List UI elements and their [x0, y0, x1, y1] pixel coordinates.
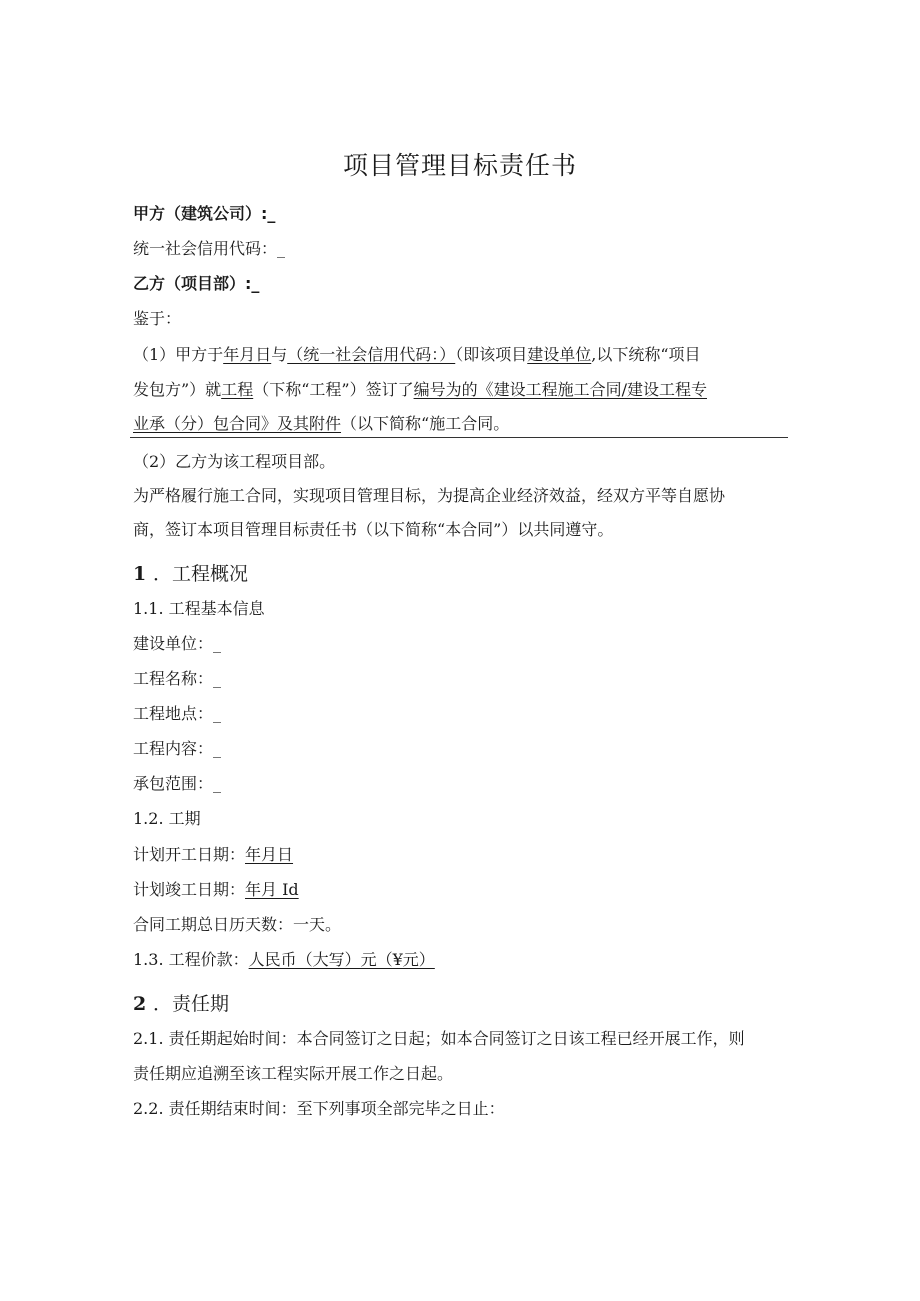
- party-a-line: 甲方（建筑公司）:_: [133, 204, 276, 223]
- location-line: 工程地点：_: [133, 704, 222, 723]
- clause1-contract-blank: 编号为的《建设工程施工合同/建设工程专: [413, 380, 707, 399]
- credit-code-line: 统一社会信用代码：_: [133, 239, 286, 258]
- clause1-line3: [133, 413, 509, 435]
- clause1-text: 与: [271, 345, 288, 364]
- section2-p1-line2: 责任期应追溯至该工程实际开展工作之日起。: [133, 1064, 454, 1083]
- clause1-text: （即该项目: [455, 345, 528, 364]
- clause1-text: ,以下统称“项目: [591, 345, 701, 364]
- clause1-builder-blank: 建设单位: [527, 345, 592, 364]
- intro-line1: 为严格履行施工合同，实现项目管理目标，为提高企业经济效益，经双方平等自愿协: [133, 486, 726, 505]
- clause1-text: （以下简称“施工合同。: [341, 414, 510, 433]
- clause2-line: （2）乙方为该工程项目部。: [133, 452, 336, 471]
- section1-sub2: 1.2. 工期: [133, 809, 201, 828]
- end-date-line: [133, 879, 299, 901]
- clause1-line1: [133, 344, 701, 366]
- party-b-line: 乙方（项目部）:_: [133, 274, 260, 293]
- section2-number: 2: [133, 993, 147, 1015]
- end-date-label: 计划竣工日期：: [133, 880, 246, 899]
- content-line: 工程内容：_: [133, 739, 222, 758]
- price-value: 人民币（大写）元（¥元）: [248, 950, 435, 969]
- start-date-label: 计划开工日期：: [133, 845, 246, 864]
- section2-p2: 2.2. 责任期结束时间：至下列事项全部完毕之日止：: [133, 1099, 505, 1118]
- clause1-text: （下称“工程”）签订了: [253, 380, 414, 399]
- section2-title: ．责任期: [153, 993, 230, 1015]
- end-date-value: 年月 Id: [245, 880, 299, 899]
- builder-line: 建设单位：_: [133, 634, 222, 653]
- clause1-code-blank: （统一社会信用代码：）: [287, 345, 456, 364]
- section2-heading: [133, 991, 229, 1017]
- horizontal-rule: [130, 437, 788, 438]
- project-name-line: 工程名称：_: [133, 669, 222, 688]
- start-date-line: [133, 844, 293, 866]
- total-days-line: 合同工期总日历天数：一天。: [133, 915, 342, 934]
- price-label: 1.3. 工程价款：: [133, 950, 249, 969]
- section1-sub1: 1.1. 工程基本信息: [133, 599, 265, 618]
- section1-number: 1: [133, 563, 147, 585]
- clause1-date-blank: 年月日: [223, 345, 272, 364]
- clause1-text: 发包方”）就: [133, 380, 222, 399]
- price-line: [133, 949, 435, 971]
- clause1-project-blank: 工程: [221, 380, 254, 399]
- whereas-line: 鉴于：: [133, 309, 182, 328]
- clause1-contract-blank: 业承（分）包合同》及其附件: [133, 414, 342, 433]
- intro-line2: 商，签订本项目管理目标责任书（以下简称“本合同”）以共同遵守。: [133, 520, 614, 539]
- clause1-text: （1）甲方于: [133, 345, 224, 364]
- section1-title: ．工程概况: [153, 563, 249, 585]
- scope-line: 承包范围：_: [133, 774, 222, 793]
- document-title: 项目管理目标责任书: [342, 151, 577, 180]
- section2-p1-line1: 2.1. 责任期起始时间：本合同签订之日起；如本合同签订之日该工程已经开展工作，则: [133, 1029, 745, 1048]
- start-date-value: 年月日: [245, 845, 294, 864]
- clause1-line2: [133, 379, 707, 401]
- section1-heading: [133, 561, 248, 587]
